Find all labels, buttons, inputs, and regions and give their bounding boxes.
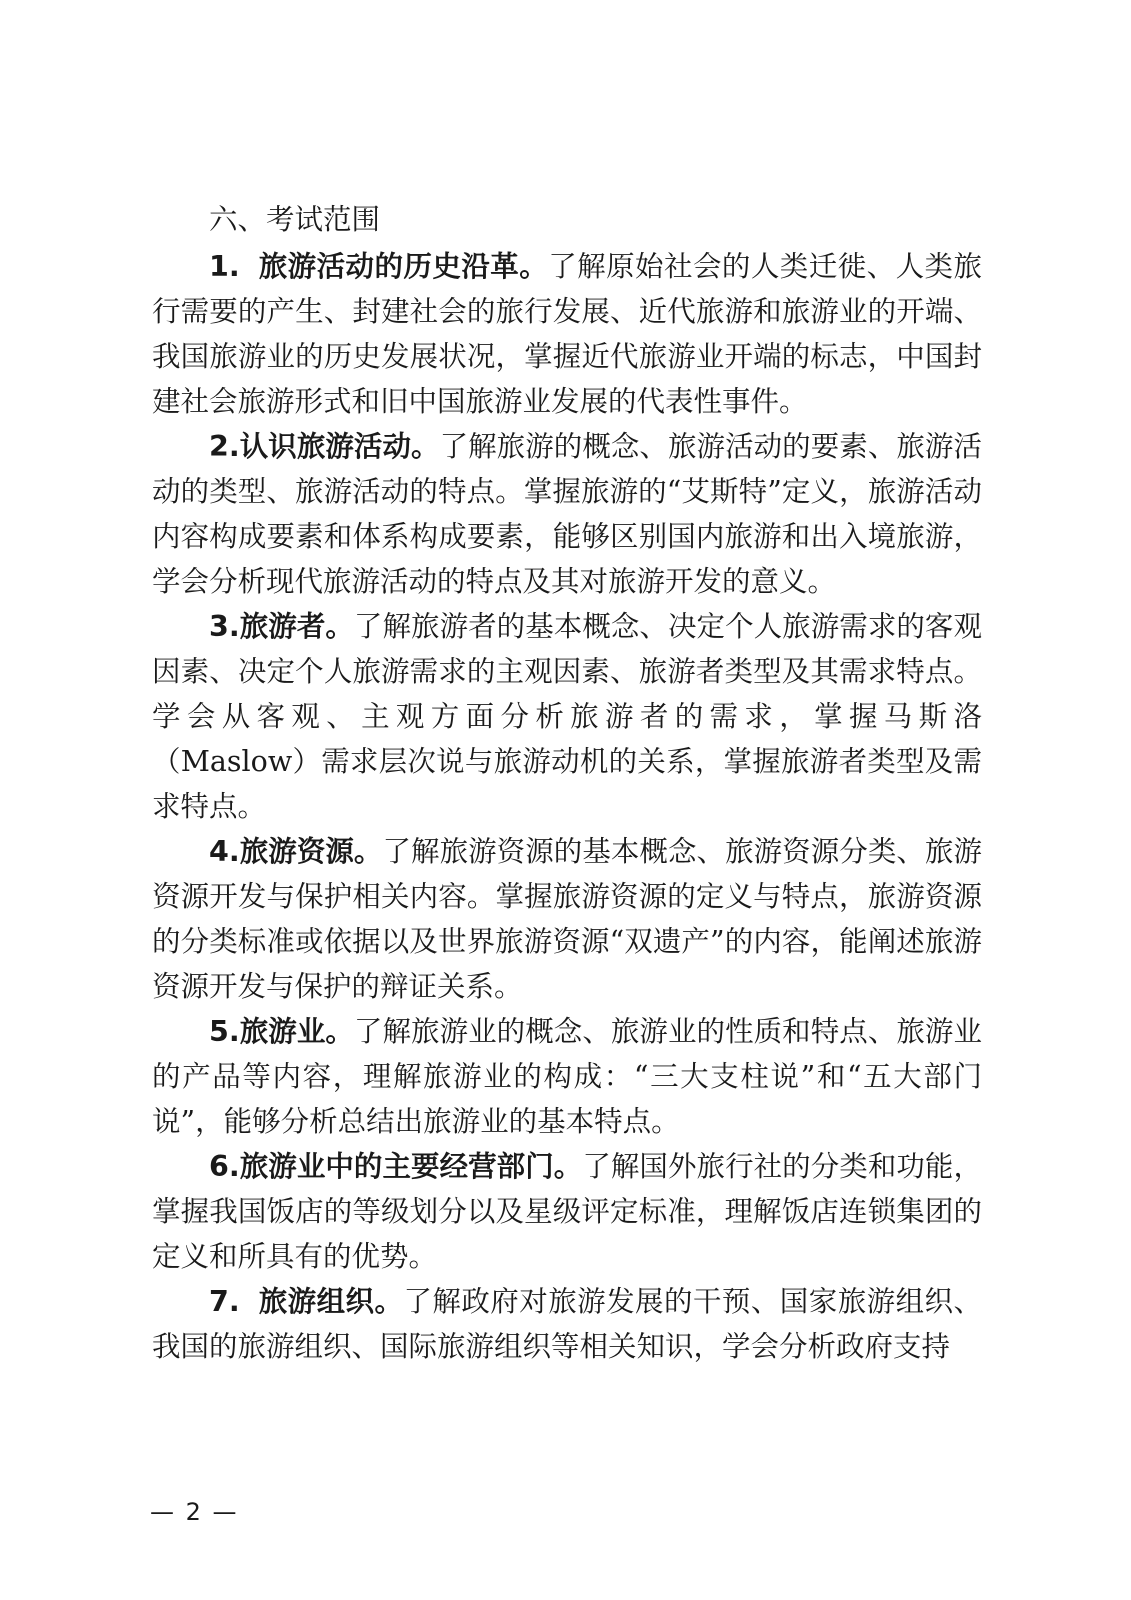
scope-item-4 bbox=[152, 829, 982, 1009]
item-body: 了解国外旅行社的分类和功能，掌握我国饭店的等级划分以及星级评定标准，理解饭店连锁集团的定义和所具有的优势。 bbox=[152, 1149, 982, 1273]
item-body: 了解政府对旅游发展的干预、国家旅游组织、我国的旅游组织、国际旅游组织等相关知识，学会分析政府支持 bbox=[152, 1284, 982, 1363]
item-number: 6. bbox=[209, 1149, 240, 1183]
item-title: 旅游者。 bbox=[239, 608, 354, 643]
scope-item-3 bbox=[152, 604, 982, 829]
scope-item-5 bbox=[152, 1009, 982, 1144]
item-title: 旅游活动的历史沿革。 bbox=[258, 248, 549, 283]
item-number: 5. bbox=[209, 1014, 240, 1048]
scope-item-1 bbox=[152, 244, 982, 424]
item-body: 了解旅游者的基本概念、决定个人旅游需求的客观因素、决定个人旅游需求的主观因素、旅游者类型及其需求特点。学会从客观、主观方面分析旅游者的需求，掌握马斯洛（Maslow）需求层次说与旅游动机的关系，掌握旅游者类型及需求特点。 bbox=[152, 609, 982, 823]
item-title: 旅游资源。 bbox=[239, 833, 383, 868]
item-body: 了解原始社会的人类迁徙、人类旅行需要的产生、封建社会的旅行发展、近代旅游和旅游业的开端、我国旅游业的历史发展状况，掌握近代旅游业开端的标志，中国封建社会旅游形式和旧中国旅游业发展的代表性事件。 bbox=[152, 249, 982, 418]
item-title: 旅游业。 bbox=[239, 1013, 354, 1048]
scope-item-6 bbox=[152, 1144, 982, 1279]
item-title: 认识旅游活动。 bbox=[239, 428, 440, 463]
section-heading: 六、考试范围 bbox=[209, 203, 381, 236]
item-number: 7. bbox=[209, 1284, 240, 1318]
page-body bbox=[152, 196, 982, 1369]
page-number: — 2 — bbox=[150, 1498, 239, 1526]
item-number: 4. bbox=[209, 834, 240, 868]
item-number: 3. bbox=[209, 609, 240, 643]
item-body: 了解旅游的概念、旅游活动的要素、旅游活动的类型、旅游活动的特点。掌握旅游的“艾斯特”定义，旅游活动内容构成要素和体系构成要素，能够区别国内旅游和出入境旅游，学会分析现代旅游活动的特点及其对旅游开发的意义。 bbox=[152, 429, 982, 598]
item-number: 1. bbox=[209, 249, 240, 283]
scope-item-2 bbox=[152, 424, 982, 604]
item-body: 了解旅游资源的基本概念、旅游资源分类、旅游资源开发与保护相关内容。掌握旅游资源的定义与特点，旅游资源的分类标准或依据以及世界旅游资源“双遗产”的内容，能阐述旅游资源开发与保护的辩证关系。 bbox=[152, 834, 982, 1003]
scope-item-7 bbox=[152, 1279, 982, 1369]
item-title: 旅游组织。 bbox=[258, 1283, 404, 1318]
item-number: 2. bbox=[209, 429, 240, 463]
item-body: 了解旅游业的概念、旅游业的性质和特点、旅游业的产品等内容，理解旅游业的构成：“三大支柱说”和“五大部门说”，能够分析总结出旅游业的基本特点。 bbox=[152, 1014, 982, 1138]
item-title: 旅游业中的主要经营部门。 bbox=[239, 1148, 583, 1183]
